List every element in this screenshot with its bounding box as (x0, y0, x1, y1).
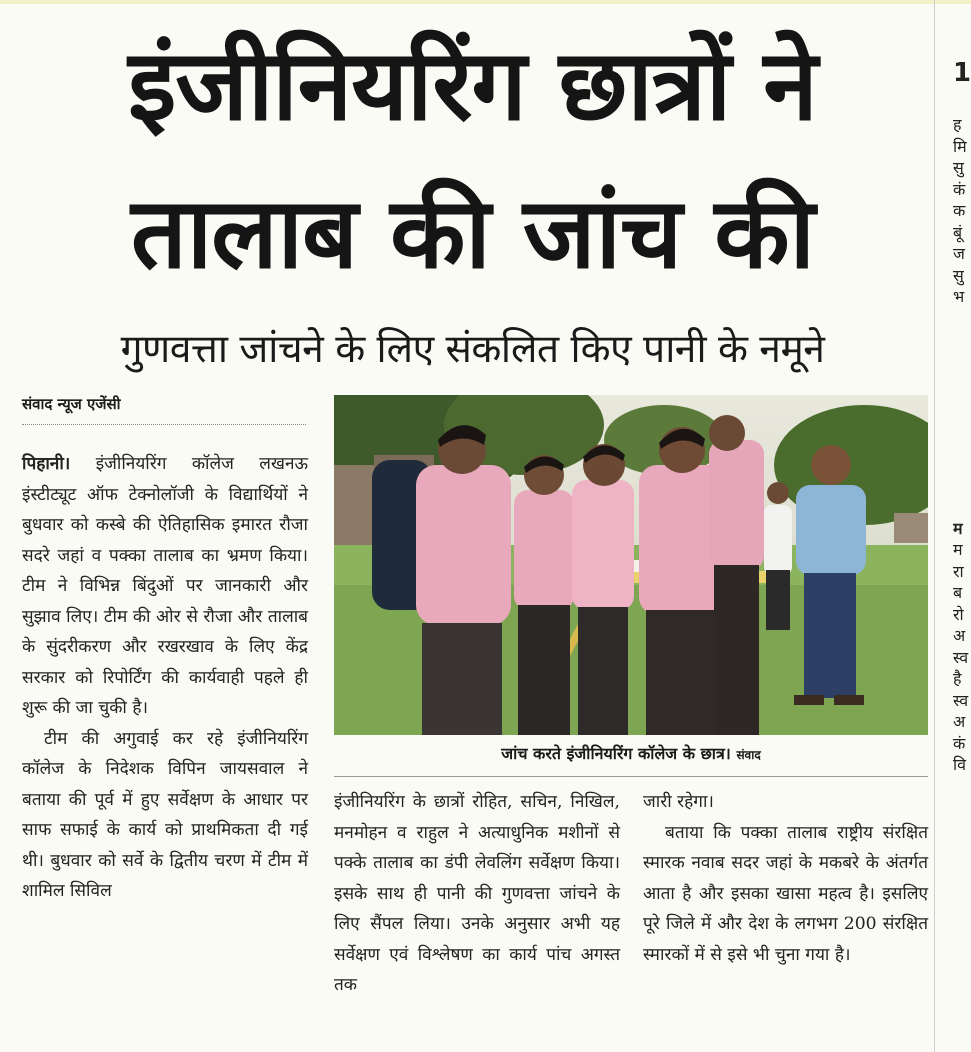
column-separator (934, 0, 935, 1052)
sidebar-line: रा (953, 561, 964, 581)
article-column-3 (643, 787, 928, 970)
article-paragraph: टीम की अगुवाई कर रहे इंजीनियरिंग कॉलेज के निदेशक विपिन जायसवाल ने बताया की पूर्व में हुए सर्वेक्षण के आधार पर साफ सफाई के कार्य को प्राथमिकता दी गई थी। बुधवार को सर्वे के द्वितीय चरण में टीम में शामिल सिविल (22, 728, 308, 901)
sidebar-line: स्व (953, 647, 969, 667)
sidebar-line: रो (953, 604, 964, 624)
news-photo (334, 395, 928, 735)
caption-text: जांच करते इंजीनियरिंग कॉलेज के छात्र। (501, 744, 731, 763)
sidebar-line: कं (953, 733, 966, 753)
dateline-place: पिहानी। (22, 454, 71, 474)
sidebar-number: 1 (953, 60, 971, 88)
sidebar-block-1 (953, 114, 971, 308)
top-strip (0, 0, 971, 4)
article-paragraph: इंजीनियरिंग के छात्रों रोहित, सचिन, निखिल, मनमोहन व राहुल ने अत्याधुनिक मशीनों से पक्के तालाब का डंपी लेवलिंग सर्वेक्षण किया। इसके साथ ही पानी की गुणवत्ता जांचने के लिए सैंपल लिया। उनके अनुसार अभी यह सर्वेक्षण एवं विश्लेषण का कार्य पांच अगस्त तक (334, 792, 620, 995)
sidebar-block-2 (953, 518, 971, 776)
sidebar-line: बूं (953, 222, 963, 242)
sidebar-line: भ (953, 287, 965, 306)
sidebar-line: वि (953, 755, 967, 774)
article-column-1 (22, 449, 308, 907)
adjacent-article-fragment (953, 60, 971, 1050)
sidebar-line: ज (953, 244, 965, 263)
article-paragraph: बताया कि पक्का तालाब राष्ट्रीय संरक्षित स्मारक नवाब सदर जहां के मकबरे के अंतर्गत आता है और इसका खासा महत्व है। इसलिए पूरे जिले में और देश के लगभग 200 संरक्षित स्मारकों में से इसे भी चुना गया है। (643, 822, 928, 965)
article-column-2 (334, 787, 620, 1001)
sidebar-line: सु (953, 265, 964, 285)
sidebar-line: अ (953, 712, 966, 731)
sidebar-line: मि (953, 136, 967, 156)
sidebar-line: ब (953, 583, 963, 602)
sidebar-line: क (953, 201, 966, 220)
sidebar-line: सु (953, 158, 964, 177)
sidebar-line: अ (953, 626, 966, 645)
sidebar-line: कं (953, 179, 966, 199)
photo-illustration (334, 395, 928, 735)
sidebar-line: म (953, 518, 963, 538)
headline-line-1: इंजीनियरिंग छात्रों ने (128, 29, 817, 143)
caption-divider (334, 776, 928, 777)
subheadline: गुणवत्ता जांचने के लिए संकलित किए पानी के नमूने (120, 327, 825, 372)
article-text: इंजीनियरिंग कॉलेज लखनऊ इंस्टीट्यूट ऑफ टेक्नोलॉजी के विद्यार्थियों ने बुधवार को कस्बे की ऐतिहासिक इमारत रौजा सदरे जहां व पक्का तालाब का भ्रमण किया। टीम ने विभिन्न बिंदुओं पर जानकारी और सुझाव लिए। टीम की ओर से रौजा और तालाब के सुंदरीकरण और रखरखाव के लिए केंद्र सरकार को रिपोर्टिंग की कार्यवाही पहले ही शुरू की जा चुकी है। (22, 454, 308, 718)
article-paragraph: जारी रहेगा। (643, 792, 714, 812)
photo-caption (334, 742, 928, 764)
article-paragraph (22, 449, 308, 724)
byline: संवाद न्यूज एजेंसी (22, 395, 121, 413)
byline-divider (22, 424, 306, 425)
sidebar-line: म (953, 540, 963, 559)
sidebar-line: स्व (953, 690, 969, 710)
sidebar-line: है (953, 669, 962, 688)
headline-line-2: तालाब की जांच की (130, 177, 814, 291)
photo-credit: संवाद (736, 748, 761, 762)
sidebar-line: ह (953, 115, 962, 134)
